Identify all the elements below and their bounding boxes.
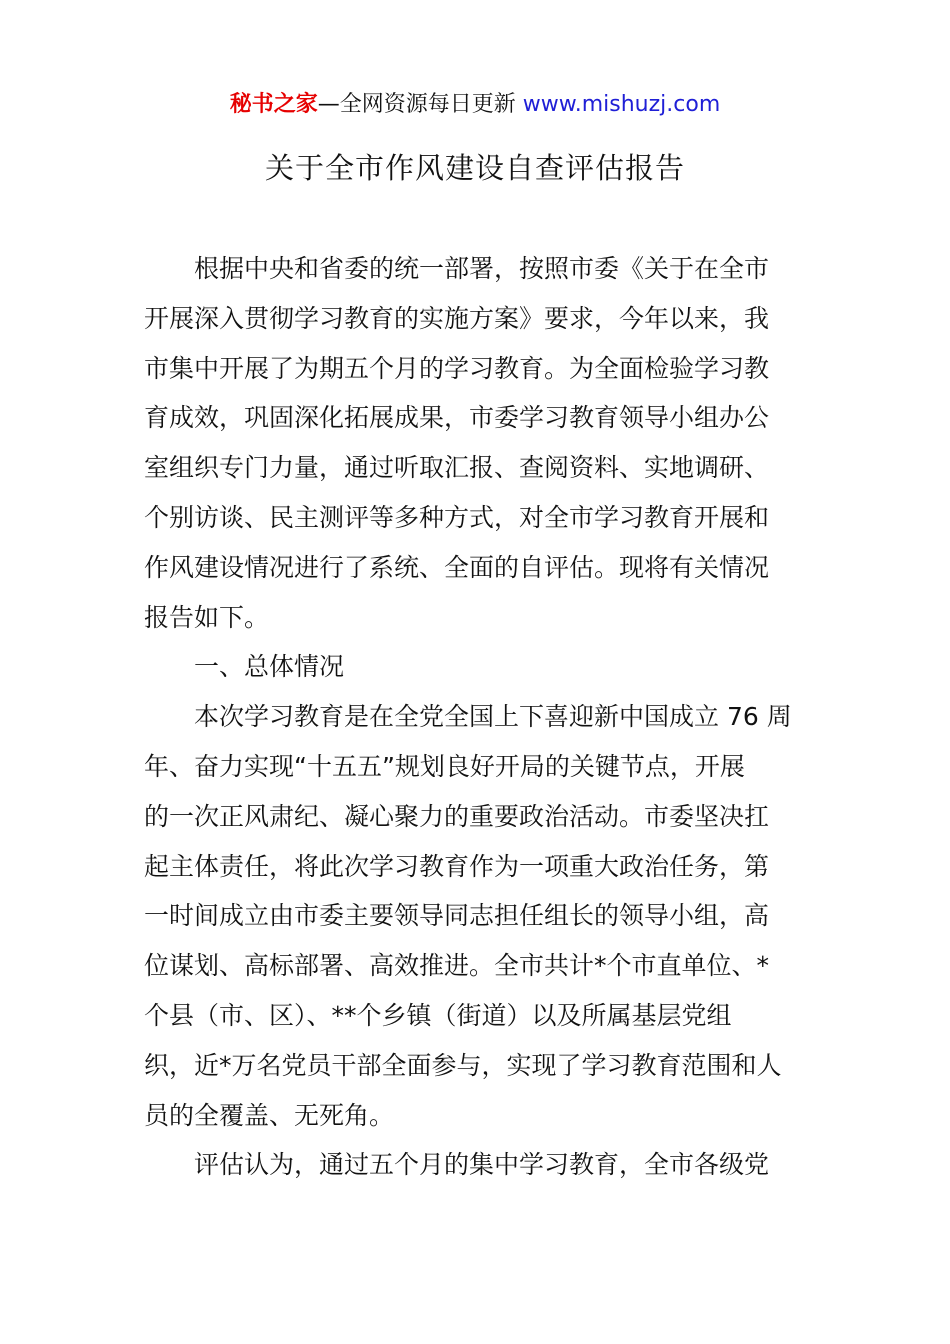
paragraph-line: 评估认为，通过五个月的集中学习教育，全市各级党	[194, 1150, 770, 1180]
site-url-link[interactable]: www.mishuzj.com	[522, 92, 721, 117]
document-title: 关于全市作风建设自查评估报告	[264, 151, 685, 185]
brand-name: 秘书之家	[229, 92, 318, 117]
paragraph-line: 一时间成立由市委主要领导同志担任组长的领导小组，高	[144, 901, 770, 931]
site-header	[0, 88, 950, 122]
paragraph-line: 的一次正风肃纪、凝心聚力的重要政治活动。市委坚决扛	[144, 801, 770, 831]
header-tagline: —全网资源每日更新	[317, 92, 516, 117]
document-body	[144, 244, 816, 1190]
paragraph-line: 员的全覆盖、无死角。	[144, 1100, 395, 1130]
paragraph-line: 开展深入贯彻学习教育的实施方案》要求，今年以来，我	[144, 303, 770, 333]
paragraph-line: 个县（市、区）、**个乡镇（街道）以及所属基层党组	[144, 1000, 732, 1030]
paragraph-line: 报告如下。	[144, 602, 270, 632]
paragraph-line: 室组织专门力量，通过听取汇报、查阅资料、实地调研、	[144, 453, 770, 483]
paragraph-line: 起主体责任，将此次学习教育作为一项重大政治任务，第	[144, 851, 770, 881]
section-heading: 一、总体情况	[194, 652, 345, 682]
paragraph-line: 根据中央和省委的统一部署，按照市委《关于在全市	[194, 254, 770, 283]
paragraph-line: 个别访谈、民主测评等多种方式，对全市学习教育开展和	[144, 502, 770, 532]
paragraph-line: 年、奋力实现“十五五”规划良好开局的关键节点，开展	[144, 751, 745, 781]
paragraph-line: 作风建设情况进行了系统、全面的自评估。现将有关情况	[144, 552, 770, 582]
paragraph-line: 本次学习教育是在全党全国上下喜迎新中国成立 76 周	[194, 702, 792, 732]
paragraph-line: 市集中开展了为期五个月的学习教育。为全面检验学习教	[144, 353, 770, 383]
paragraph-line: 育成效，巩固深化拓展成果，市委学习教育领导小组办公	[144, 403, 770, 433]
paragraph-line: 织，近*万名党员干部全面参与，实现了学习教育范围和人	[144, 1050, 782, 1080]
paragraph-line: 位谋划、高标部署、高效推进。全市共计*个市直单位、*	[144, 951, 770, 981]
